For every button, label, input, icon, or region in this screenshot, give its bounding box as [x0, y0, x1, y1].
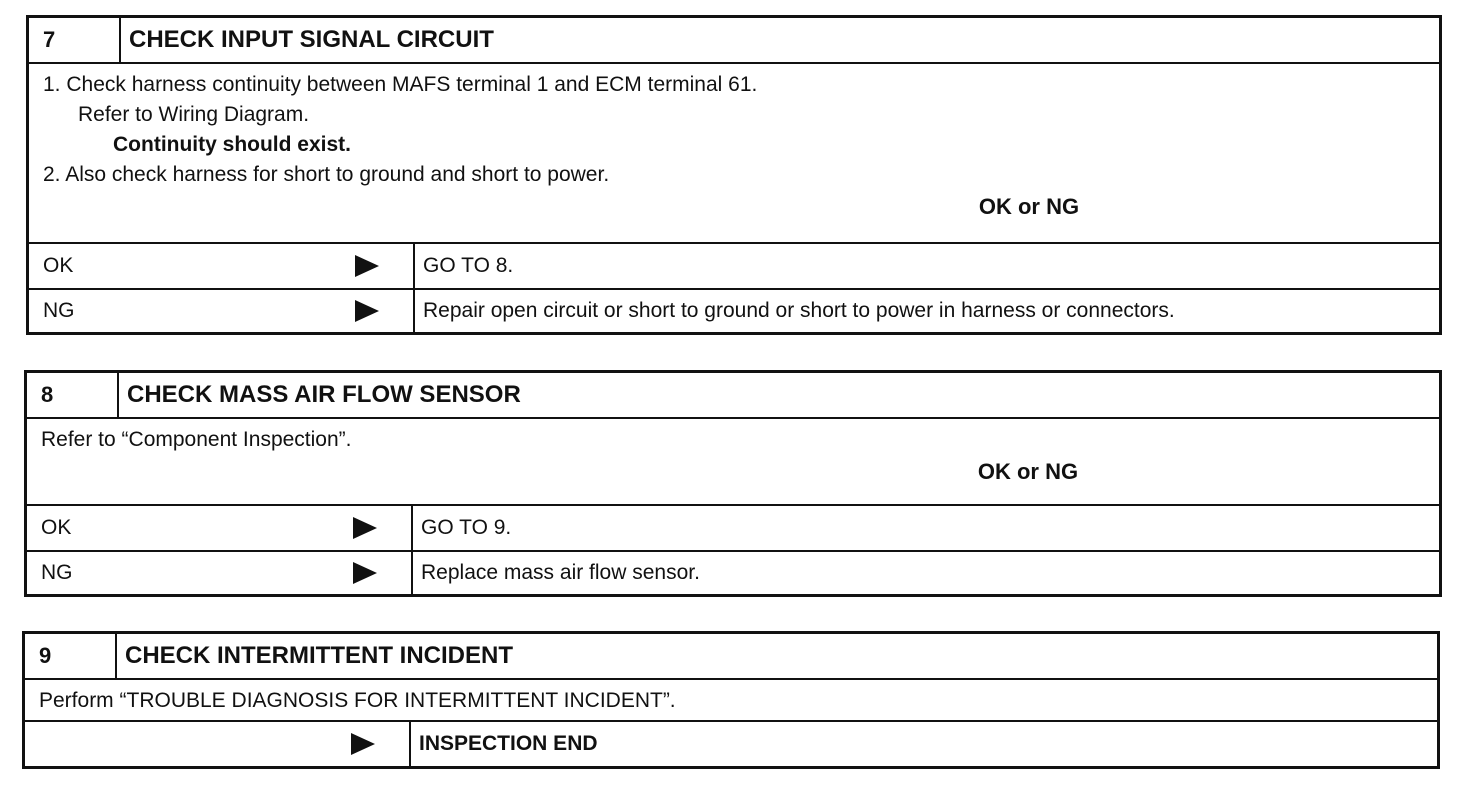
step-instructions — [27, 419, 1439, 507]
instruction-line: Refer to Wiring Diagram. — [78, 103, 310, 126]
result-action: GO TO 8. — [423, 254, 514, 277]
result-row-ok — [27, 506, 1439, 550]
result-action: INSPECTION END — [419, 732, 598, 755]
step-8-box — [24, 370, 1442, 597]
arrow-right-icon — [351, 733, 375, 755]
ok-or-ng-label: OK or NG — [977, 458, 1079, 484]
arrow-right-icon — [355, 255, 379, 277]
result-action: Replace mass air flow sensor. — [421, 561, 700, 585]
step-number: 8 — [27, 373, 119, 417]
arrow-right-icon — [355, 300, 379, 322]
step-title: CHECK INTERMITTENT INCIDENT — [125, 642, 513, 669]
result-label: NG — [43, 299, 75, 322]
arrow-right-icon — [353, 517, 377, 539]
instruction-line: Refer to “Component Inspection”. — [41, 427, 352, 451]
result-action: GO TO 9. — [421, 516, 512, 540]
step-instructions — [29, 64, 1439, 244]
instruction-line: 2. Also check harness for short to ground and short to power. — [43, 163, 610, 186]
result-row-ng — [27, 550, 1439, 594]
instruction-line: Perform “TROUBLE DIAGNOSIS FOR INTERMITTENT INCIDENT”. — [39, 689, 676, 712]
step-header — [29, 18, 1439, 64]
result-label: OK — [43, 254, 74, 277]
step-7-box — [26, 15, 1442, 335]
instruction-line: 1. Check harness continuity between MAFS terminal 1 and ECM terminal 61. — [43, 73, 758, 96]
instruction-emphasis: Continuity should exist. — [113, 133, 352, 156]
step-9-box — [22, 631, 1440, 769]
step-number: 9 — [25, 634, 117, 678]
step-instructions — [25, 680, 1437, 722]
result-row-end — [25, 722, 1437, 766]
step-number: 7 — [29, 18, 121, 62]
result-label: NG — [41, 561, 73, 585]
step-header — [27, 373, 1439, 419]
result-row-ok — [29, 244, 1439, 288]
result-action: Repair open circuit or short to ground or short to power in harness or connectors. — [423, 299, 1175, 322]
step-title: CHECK INPUT SIGNAL CIRCUIT — [129, 26, 494, 53]
ok-or-ng-label: OK or NG — [978, 194, 1080, 219]
step-title: CHECK MASS AIR FLOW SENSOR — [127, 380, 521, 408]
step-header — [25, 634, 1437, 680]
arrow-right-icon — [353, 562, 377, 584]
result-label: OK — [41, 516, 72, 540]
result-row-ng — [29, 288, 1439, 332]
